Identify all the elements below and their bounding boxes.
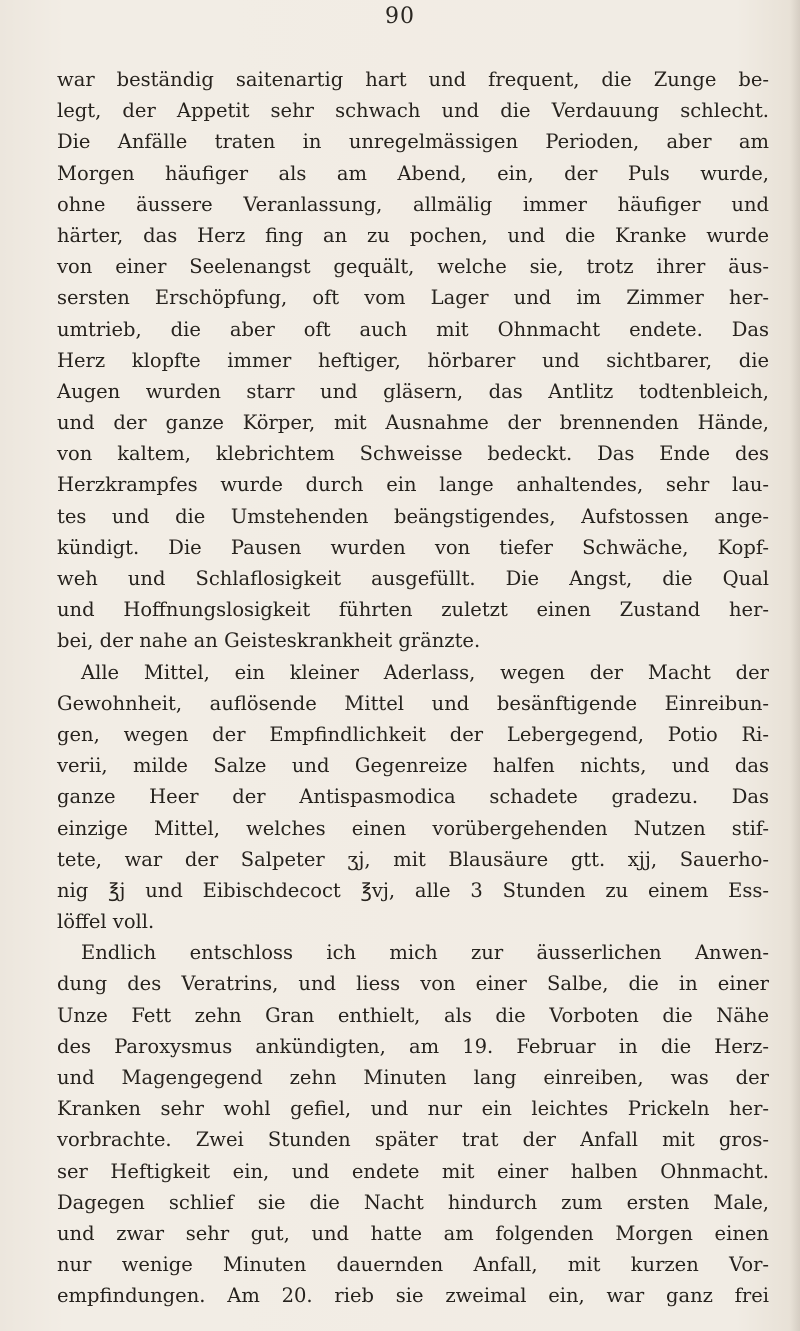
text-line: härter, das Herz fing an zu pochen, und die Kranke wurde [57,223,769,247]
text-line: vorbrachte. Zwei Stunden später trat der Anfall mit gros- [57,1128,769,1152]
text-line: legt, der Appetit sehr schwach und die Verdauung schlecht. [57,99,769,123]
text-line: gen, wegen der Empfindlichkeit der Lebergegend, Potio Ri- [57,722,769,746]
text-line: bei, der nahe an Geisteskrankheit gränzte. [57,629,481,653]
text-line: nig ℥j und Eibischdecoct ℥vj, alle 3 Stunden zu einem Ess- [57,878,769,902]
text-line: von kaltem, klebrichtem Schweisse bedeckt. Das Ende des [57,442,769,466]
text-line: Unze Fett zehn Gran enthielt, als die Vorboten die Nähe [57,1003,769,1027]
text-line: tete, war der Salpeter ʒj, mit Blausäure gtt. xjj, Sauerho- [57,847,769,871]
text-line: umtrieb, die aber oft auch mit Ohnmacht endete. Das [57,317,769,341]
text-line: einzige Mittel, welches einen vorübergehenden Nutzen stif- [57,816,769,840]
text-line: Morgen häufiger als am Abend, ein, der Puls wurde, [57,161,769,185]
text-line: tes und die Umstehenden beängstigendes, Aufstossen ange- [57,504,769,528]
text-line: Die Anfälle traten in unregelmässigen Perioden, aber am [57,130,769,154]
text-line: und Hoffnungslosigkeit führten zuletzt einen Zustand her- [57,598,769,622]
text-line: Gewohnheit, auflösende Mittel und besänftigende Einreibun- [57,691,769,715]
text-line: kündigt. Die Pausen wurden von tiefer Schwäche, Kopf- [57,535,769,559]
text-line: und Magengegend zehn Minuten lang einreiben, was der [57,1066,769,1089]
text-line: Herzkrampfes wurde durch ein lange anhaltendes, sehr lau- [57,473,769,497]
paragraph-start-line: Endlich entschloss ich mich zur äusserlichen Anwen- [81,941,769,965]
body-text [57,64,769,1312]
text-line: löffel voll. [57,910,155,934]
text-line: Dagegen schlief sie die Nacht hindurch zum ersten Male, [57,1190,769,1214]
text-line: Kranken sehr wohl gefiel, und nur ein leichtes Prickeln her- [57,1097,769,1121]
page-number: 90 [385,4,415,29]
text-line: verii, milde Salze und Gegenreize halfen nichts, und das [57,754,769,778]
text-line: von einer Seelenangst gequält, welche sie, trotz ihrer äus- [57,255,769,279]
text-line: Augen wurden starr und gläsern, das Antlitz todtenbleich, [57,379,769,403]
text-line: und zwar sehr gut, und hatte am folgenden Morgen einen [57,1221,769,1245]
text-line: des Paroxysmus ankündigten, am 19. Februar in die Herz- [57,1034,769,1058]
text-line: empfindungen. Am 20. rieb sie zweimal ein, war ganz frei [57,1284,769,1308]
page-edge-shadow [790,0,800,1331]
text-line: nur wenige Minuten dauernden Anfall, mit kurzen Vor- [57,1253,769,1277]
text-line: Herz klopfte immer heftiger, hörbarer und sichtbarer, die [57,348,769,372]
text-line: ser Heftigkeit ein, und endete mit einer halben Ohnmacht. [57,1159,769,1183]
paragraph-start-line: Alle Mittel, ein kleiner Aderlass, wegen der Macht der [81,660,769,684]
text-line: sersten Erschöpfung, oft vom Lager und im Zimmer her- [57,286,769,310]
text-line: und der ganze Körper, mit Ausnahme der brennenden Hände, [57,411,769,435]
text-line: ohne äussere Veranlassung, allmälig immer häufiger und [57,192,769,216]
text-line: war beständig saitenartig hart und frequent, die Zunge be- [57,68,769,91]
text-line: dung des Veratrins, und liess von einer Salbe, die in einer [57,972,769,996]
text-line: weh und Schlaflosigkeit ausgefüllt. Die Angst, die Qual [57,567,769,590]
text-line: ganze Heer der Antispasmodica schadete gradezu. Das [57,785,769,809]
